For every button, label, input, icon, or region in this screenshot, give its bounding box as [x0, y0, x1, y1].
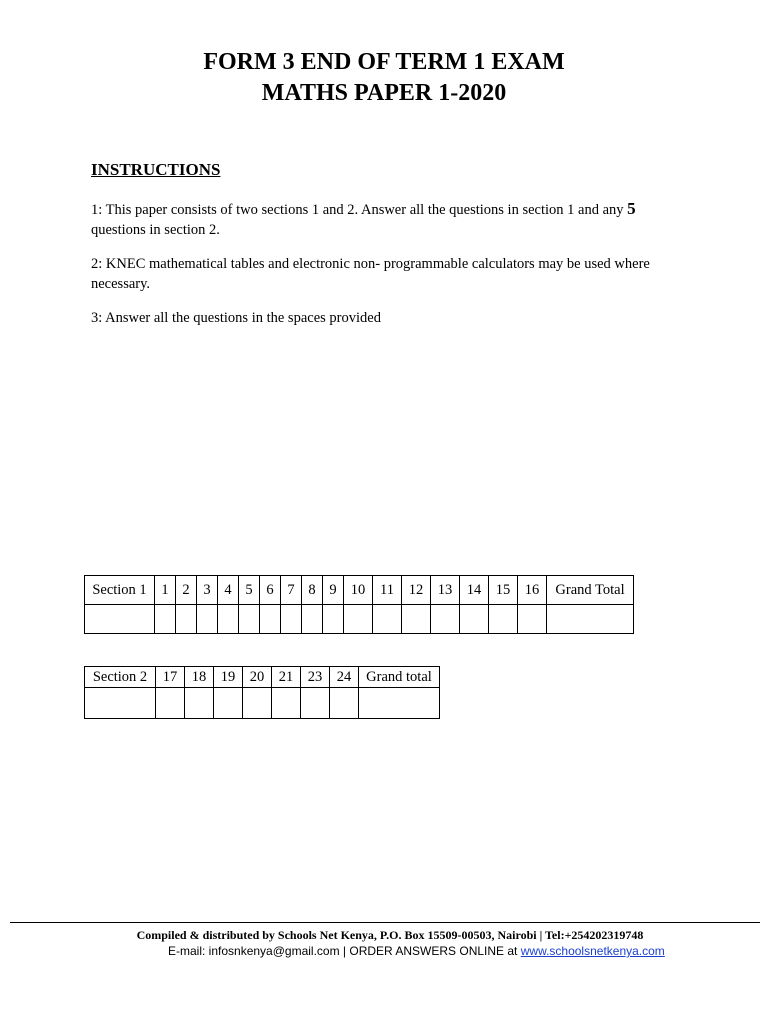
score-cell-blank: [301, 688, 330, 719]
question-number-cell: 16: [518, 576, 547, 605]
question-number-cell: 8: [302, 576, 323, 605]
section-label-cell: Section 1: [85, 576, 155, 605]
question-number-cell: 1: [155, 576, 176, 605]
instruction-1-number: 5: [627, 199, 636, 218]
question-number-cell: 24: [330, 667, 359, 688]
grand-total-score-cell: [547, 605, 634, 634]
footer-contact: [168, 944, 665, 958]
section-2-header-row: [85, 667, 440, 688]
instruction-3: 3: Answer all the questions in the spaces provided: [91, 310, 381, 326]
score-cell-blank: [197, 605, 218, 634]
question-number-cell: 23: [301, 667, 330, 688]
score-cell-blank: [344, 605, 373, 634]
instructions-heading: INSTRUCTIONS: [91, 160, 221, 179]
question-number-cell: 12: [402, 576, 431, 605]
score-cell-blank: [431, 605, 460, 634]
section-2-score-table: [84, 666, 440, 719]
score-cell-blank: [239, 605, 260, 634]
question-number-cell: 4: [218, 576, 239, 605]
question-number-cell: 14: [460, 576, 489, 605]
score-cell-blank: [243, 688, 272, 719]
score-cell-blank: [85, 605, 155, 634]
grand-total-label-cell: Grand total: [359, 667, 440, 688]
question-number-cell: 21: [272, 667, 301, 688]
score-cell-blank: [281, 605, 302, 634]
score-cell-blank: [176, 605, 197, 634]
exam-subtitle: MATHS PAPER 1-2020: [261, 80, 507, 106]
question-number-cell: 7: [281, 576, 302, 605]
score-cell-blank: [330, 688, 359, 719]
score-cell-blank: [489, 605, 518, 634]
question-number-cell: 10: [344, 576, 373, 605]
footer-website-link[interactable]: www.schoolsnetkenya.com: [520, 944, 665, 958]
section-label-cell: Section 2: [85, 667, 156, 688]
footer-divider: [10, 922, 760, 923]
footer-compiled-by: Compiled & distributed by Schools Net Kenya, P.O. Box 15509-00503, Nairobi | Tel:+254202319748: [136, 928, 644, 942]
score-cell-blank: [218, 605, 239, 634]
question-number-cell: 20: [243, 667, 272, 688]
score-cell-blank: [402, 605, 431, 634]
question-number-cell: 2: [176, 576, 197, 605]
question-number-cell: 19: [214, 667, 243, 688]
question-number-cell: 15: [489, 576, 518, 605]
question-number-cell: 9: [323, 576, 344, 605]
instruction-1-text-b: questions in section 2.: [91, 222, 220, 238]
question-number-cell: 3: [197, 576, 218, 605]
instruction-2: 2: KNEC mathematical tables and electronic non- programmable calculators may be used where necessary.: [91, 256, 650, 292]
section-1-score-row: [85, 605, 634, 634]
score-cell-blank: [85, 688, 156, 719]
exam-title: FORM 3 END OF TERM 1 EXAM: [203, 49, 565, 75]
section-1-header-row: [85, 576, 634, 605]
question-number-cell: 11: [373, 576, 402, 605]
score-cell-blank: [302, 605, 323, 634]
section-2-score-row: [85, 688, 440, 719]
grand-total-label-cell: Grand Total: [547, 576, 634, 605]
grand-total-score-cell: [359, 688, 440, 719]
score-cell-blank: [155, 605, 176, 634]
score-cell-blank: [185, 688, 214, 719]
instruction-1: [91, 199, 691, 240]
question-number-cell: 17: [156, 667, 185, 688]
question-number-cell: 6: [260, 576, 281, 605]
section-1-score-table: [84, 575, 634, 634]
score-cell-blank: [156, 688, 185, 719]
score-cell-blank: [260, 605, 281, 634]
footer-email-text: E-mail: infosnkenya@gmail.com | ORDER ANSWERS ONLINE at: [168, 944, 521, 958]
question-number-cell: 5: [239, 576, 260, 605]
score-cell-blank: [272, 688, 301, 719]
score-cell-blank: [323, 605, 344, 634]
score-cell-blank: [373, 605, 402, 634]
score-cell-blank: [518, 605, 547, 634]
instruction-1-text-a: 1: This paper consists of two sections 1 and 2. Answer all the questions in section 1 and any: [91, 202, 628, 218]
question-number-cell: 18: [185, 667, 214, 688]
score-cell-blank: [460, 605, 489, 634]
question-number-cell: 13: [431, 576, 460, 605]
score-cell-blank: [214, 688, 243, 719]
